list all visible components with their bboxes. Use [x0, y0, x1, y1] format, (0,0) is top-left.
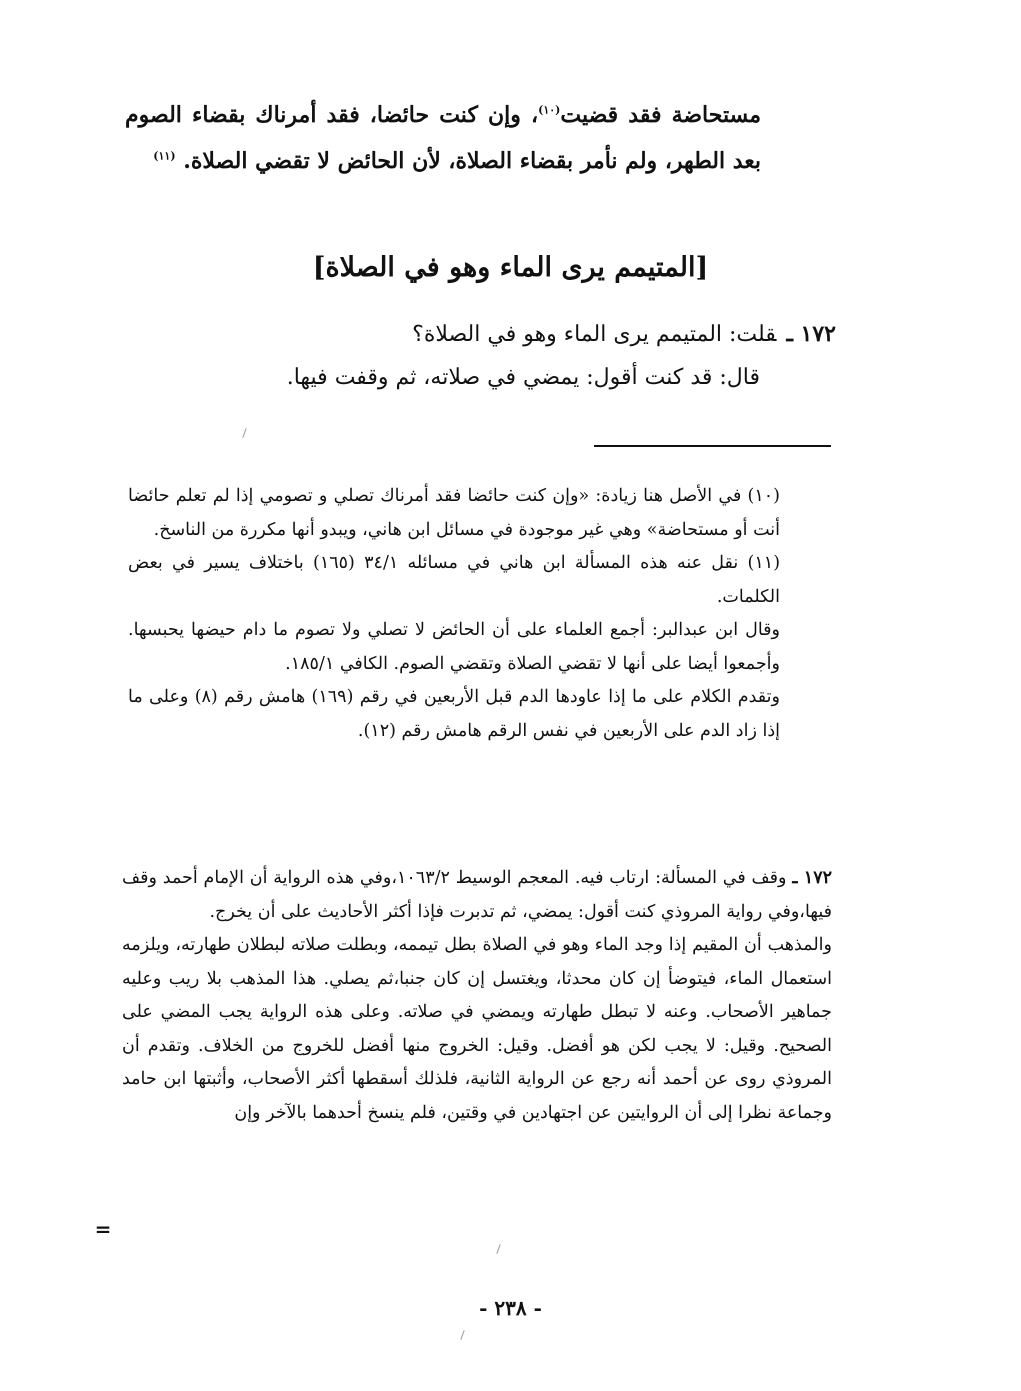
note-172-paragraph-1 — [122, 862, 832, 929]
main-paragraph — [125, 92, 761, 184]
scan-speck — [460, 1330, 464, 1340]
footnotes — [128, 480, 780, 748]
footnote-ref-10[interactable]: (١٠) — [538, 103, 561, 117]
main-text-middle: ، وإن كنت حائضا، فقد أمرناك بقضاء الصوم بعد الطهر، ولم نأمر بقضاء الصلاة، لأن الحائض لا تقضي الصلاة. — [125, 102, 761, 174]
note-172 — [122, 862, 832, 1130]
page-number: - ٢٣٨ - — [479, 1296, 542, 1320]
footnote-10: (١٠) في الأصل هنا زيادة: «وإن كنت حائضا فقد أمرناك تصلي و تصومي إذا لم تعلم حائضا أنت أو مستحاضة» وهي غير موجودة في مسائل ابن هاني، ويبدو أنها مكررة من الناسخ. — [128, 486, 780, 540]
footnote-separator — [594, 445, 831, 447]
answer-line: قال: قد كنت أقول: يمضي في صلاته، ثم وقفت فيها. — [286, 365, 760, 390]
scan-speck — [242, 428, 246, 438]
note-172-number: ١٧٢ ـ — [792, 868, 832, 888]
footnote-11: (١١) نقل عنه هذه المسألة ابن هاني في مسائله ٣٤/١ (١٦٥) باختلاف يسير في بعض الكلمات. — [128, 553, 781, 607]
section-heading: [المتيمم يرى الماء وهو في الصلاة] — [312, 252, 709, 283]
question-line — [160, 312, 836, 357]
note-172-text-1: وقف في المسألة: ارتاب فيه. المعجم الوسيط ١٠٦٣/٢،وفي هذه الرواية أن الإمام أحمد وقف فيها،وفي رواية المروذي كنت أقول: يمضي، ثم تدبرت فإذا أكثر الأحاديث على أن يخرج. — [122, 868, 832, 922]
question-number: ١٧٢ ـ — [786, 321, 836, 347]
note-172-paragraph-2: والمذهب أن المقيم إذا وجد الماء وهو في الصلاة بطل تيممه، وبطلت صلاته لبطلان طهارته، ويلزمه استعمال الماء، فيتوضأ إن كان محدثا، ويغتسل إن كان جنبا،ثم يصلي. هذا المذهب بلا ريب وعليه جماهير الأصحاب. وعنه لا تبطل طهارته ويمضي في صلاته. وعلى هذه الرواية يجب المضي على الصحيح. وقيل: لا يجب لكن هو أفضل. وقيل: الخروج منها أفضل للخروج من الخلاف. وتقدم أن المروذي روى عن أحمد أنه رجع عن الرواية الثانية، فلذلك أسقطها أكثر الأصحاب، وأثبتها ابن حامد وجماعة نظرا إلى أن الروايتين عن اجتهادين في وقتين، فلم ينسخ أحدهما بالآخر وإن — [122, 935, 832, 1123]
continuation-mark: = — [94, 1217, 112, 1241]
footnote-ref-11[interactable]: (١١) — [153, 149, 176, 163]
footnote-ibn-abdulbarr: وقال ابن عبدالبر: أجمع العلماء على أن الحائض لا تصلي ولا تصوم ما دام حيضها يحبسها. وأجمعوا أيضا على أنها لا تقضي الصلاة وتقضي الصوم. الكافي ١٨٥/١. — [128, 620, 780, 674]
footnote-cross-reference: وتقدم الكلام على ما إذا عاودها الدم قبل الأربعين في رقم (١٦٩) هامش رقم (٨) وعلى ما إذا زاد الدم على الأربعين في نفس الرقم هامش رقم (١٢). — [128, 687, 780, 741]
main-text-before: مستحاضة فقد قضيت — [560, 102, 761, 128]
scan-speck — [496, 1244, 500, 1254]
question-text: قلت: المتيمم يرى الماء وهو في الصلاة؟ — [412, 322, 777, 347]
